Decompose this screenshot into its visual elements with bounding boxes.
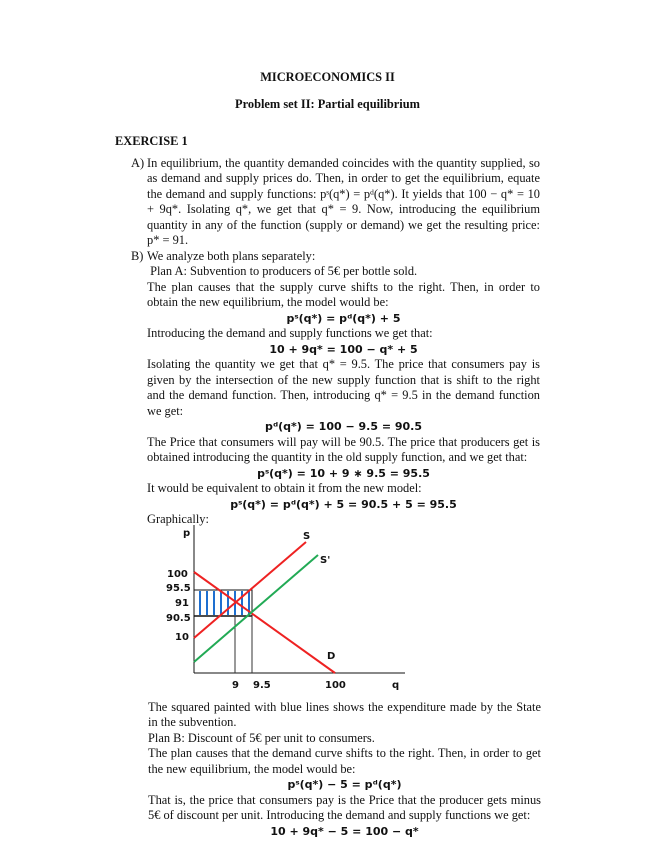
paragraph: Plan B: Discount of 5€ per unit to consumers. bbox=[148, 730, 375, 745]
demand-curve bbox=[194, 572, 335, 673]
paragraph: Isolating the quantity we get that q* = 9.5. The price that consumers pay is given by the intersection of the new supply function that is shift to the right and the demand function. Then, introducing q* = 9.5 in the demand function we get: bbox=[147, 357, 540, 418]
y-axis-label: p bbox=[183, 527, 191, 539]
equation: 10 + 9q* = 100 − q* + 5 bbox=[269, 342, 418, 356]
x-tick: 9.5 bbox=[253, 679, 271, 691]
y-tick: 10 bbox=[175, 631, 189, 643]
x-axis-label: q bbox=[392, 679, 400, 691]
exercise-heading: EXERCISE 1 bbox=[115, 134, 188, 148]
paragraph: Introducing the demand and supply functions we get that: bbox=[147, 326, 433, 340]
paragraph: We analyze both plans separately: bbox=[147, 248, 316, 263]
y-tick: 95.5 bbox=[166, 582, 191, 594]
new-supply-label: S' bbox=[320, 554, 331, 566]
doc-subtitle: Problem set II: Partial equilibrium bbox=[235, 97, 420, 111]
equation: pˢ(q*) = pᵈ(q*) + 5 bbox=[286, 311, 401, 325]
paragraph: Plan A: Subvention to producers of 5€ per bottle sold. bbox=[147, 264, 418, 278]
equation: pᵈ(q*) = 100 − 9.5 = 90.5 bbox=[264, 420, 423, 433]
equation: pˢ(q*) = 10 + 9 ∗ 9.5 = 95.5 bbox=[257, 466, 430, 480]
paragraph: It would be equivalent to obtain it from the new model: bbox=[147, 481, 422, 495]
part-b bbox=[115, 249, 541, 528]
demand-label: D bbox=[327, 650, 336, 662]
y-tick: 100 bbox=[167, 568, 188, 580]
equation: pˢ(q*) − 5 = pᵈ(q*) bbox=[287, 778, 402, 791]
new-supply-curve bbox=[194, 555, 318, 662]
plan-b-text bbox=[148, 700, 541, 840]
paragraph: The plan causes that the demand curve shifts to the right. Then, in order to get the new equilibrium, the model would be: bbox=[148, 746, 541, 776]
y-tick: 91 bbox=[175, 597, 189, 609]
x-tick: 100 bbox=[325, 679, 346, 691]
part-b-text bbox=[147, 249, 540, 528]
document-body bbox=[115, 134, 541, 839]
paragraph: Graphically: bbox=[147, 512, 209, 526]
doc-title: MICROECONOMICS II bbox=[260, 70, 395, 84]
supply-demand-graph bbox=[166, 520, 420, 700]
y-tick: 90.5 bbox=[166, 612, 191, 624]
paragraph: The Price that consumers will pay will be 90.5. The price that producers get is obtained introducing the quantity in the old supply function, and we get that: bbox=[147, 434, 540, 464]
paragraph: The squared painted with blue lines shows the expenditure made by the State in the subvention. bbox=[148, 699, 541, 729]
part-b-label: B) bbox=[131, 248, 144, 263]
supply-label: S bbox=[303, 530, 311, 542]
paragraph: The plan causes that the supply curve shifts to the right. Then, in order to obtain the new equilibrium, the model would be: bbox=[147, 279, 540, 309]
equation: 10 + 9q* − 5 = 100 − q* bbox=[270, 824, 419, 838]
part-a bbox=[115, 156, 541, 249]
part-a-label: A) bbox=[131, 155, 145, 170]
equation: pˢ(q*) = pᵈ(q*) + 5 = 90.5 + 5 = 95.5 bbox=[230, 497, 457, 511]
paragraph: That is, the price that consumers pay is the Price that the producer gets minus 5€ of discount per unit. Introducing the demand and supply functions we get: bbox=[148, 792, 541, 822]
x-tick: 9 bbox=[232, 679, 239, 691]
part-a-text: In equilibrium, the quantity demanded coincides with the quantity supplied, so as demand and supply prices do. Then, in order to get the equilibrium, equate the demand and supply functions: pˢ(q*) = pᵈ(q*). It yields that 100 − q* = 10 + 9q*. Isolating q*, we get that q* = 9. Now, introducing the equilibrium quantity in any of the function (supply or demand) we get the resulting price: p* = 91. bbox=[147, 155, 540, 247]
